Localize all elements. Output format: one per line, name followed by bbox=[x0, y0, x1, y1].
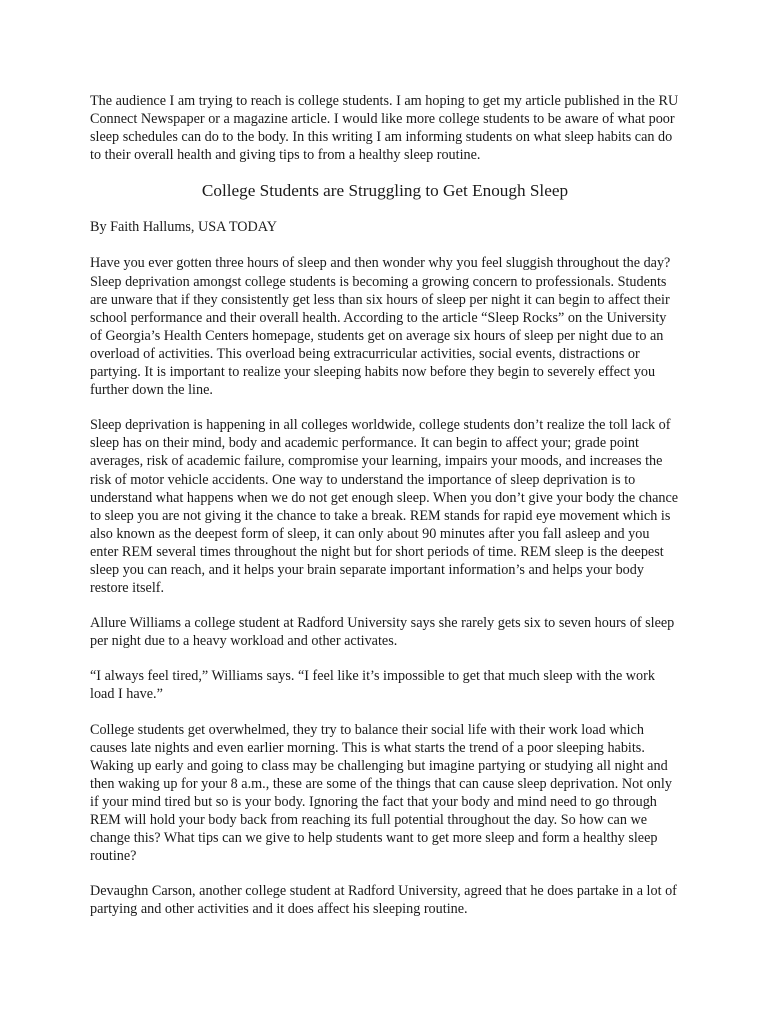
body-paragraph-5: College students get overwhelmed, they try to balance their social life with their work load which causes late nights and even earlier morning. This is what starts the trend of a poor sleeping habits. Waking up early and going to class may be challenging but imagine partying or studying all night and then waking up for your 8 a.m., these are some of the things that can cause sleep deprivation. Not only if your mind tired but so is your body. Ignoring the fact that your body and mind need to go through REM will hold your body back from reaching its full potential throughout the day. So how can we change this? What tips can we give to help students want to get more sleep and form a healthy sleep routine? bbox=[90, 721, 672, 865]
body-paragraph-3: Allure Williams a college student at Radford University says she rarely gets six to seven hours of sleep per night due to a heavy workload and other activates. bbox=[90, 615, 675, 650]
body-paragraph-1: Have you ever gotten three hours of sleep and then wonder why you feel sluggish throughout the day? Sleep deprivation amongst college students is becoming a growing concern to professionals. Students are unware that if they consistently get less than six hours of sleep per night it can begin to affect their school performance and their overall health. According to the article “Sleep Rocks” on the University of Georgia’s Health Centers homepage, students get on average six hours of sleep per night due to an overload of activities. This overload being extracurricular activities, social events, distractions or partying. It is important to realize your sleeping habits now before they begin to severely effect you further down the line. bbox=[90, 255, 671, 399]
article-title: College Students are Struggling to Get Enough Sleep bbox=[201, 181, 569, 201]
quote-paragraph: “I always feel tired,” Williams says. “I feel like it’s impossible to get that much sleep with the work load I have.” bbox=[90, 668, 655, 703]
document-page bbox=[90, 92, 680, 935]
body-paragraph-2: Sleep deprivation is happening in all colleges worldwide, college students don’t realize the toll lack of sleep has on their mind, body and academic performance. It can begin to affect your; grade point averages, risk of academic failure, compromise your learning, impairs your moods, and increases the risk of motor vehicle accidents. One way to understand the importance of sleep deprivation is to understand what happens when we do not get enough sleep. When you don’t give your body the chance to sleep you are not giving it the chance to take a break. REM stands for rapid eye movement which is also known as the deepest form of sleep, it can only about 90 minutes after you fall asleep and you enter REM several times throughout the night but for short periods of time. REM sleep is the deepest sleep you can reach, and it helps your brain separate important information’s and helps your body restore itself. bbox=[90, 417, 679, 597]
body-paragraph-6: Devaughn Carson, another college student at Radford University, agreed that he does partake in a lot of partying and other activities and it does affect his sleeping routine. bbox=[90, 883, 677, 918]
byline: By Faith Hallums, USA TODAY bbox=[90, 219, 277, 236]
intro-paragraph: The audience I am trying to reach is college students. I am hoping to get my article published in the RU Connect Newspaper or a magazine article. I would like more college students to be aware of what poor sleep schedules can do to the body. In this writing I am informing students on what sleep habits can do to their overall health and giving tips to from a healthy sleep routine. bbox=[90, 93, 679, 164]
